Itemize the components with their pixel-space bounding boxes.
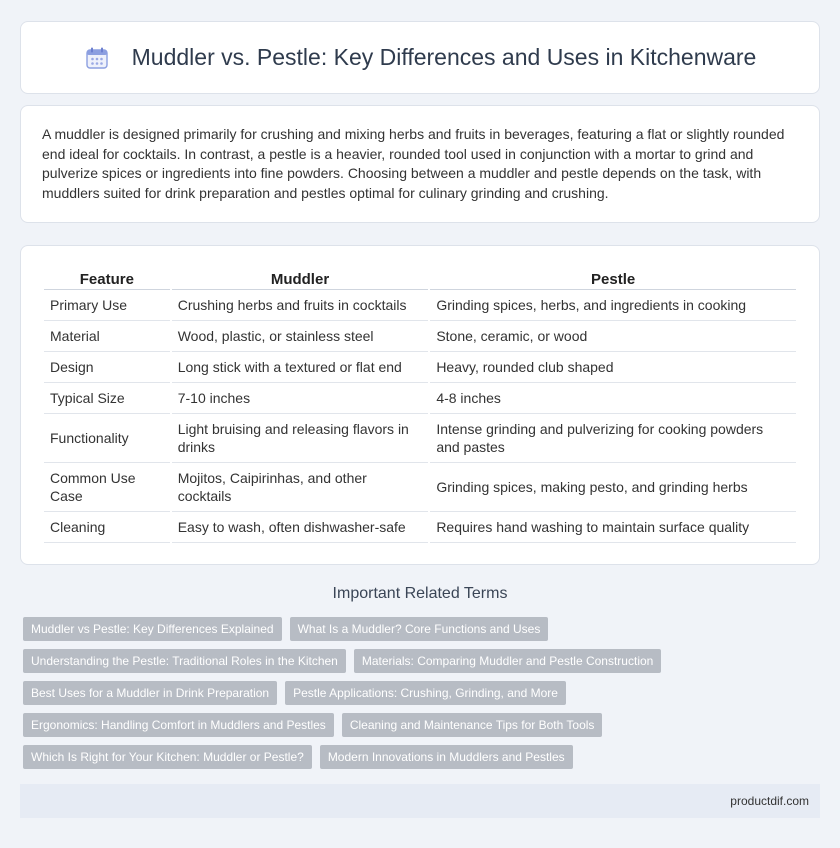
calendar-icon — [84, 45, 110, 71]
muddler-cell: Long stick with a textured or flat end — [172, 352, 429, 383]
table-row — [44, 414, 796, 463]
feature-cell: Design — [44, 352, 170, 383]
related-tag[interactable]: Understanding the Pestle: Traditional Roles in the Kitchen — [23, 649, 346, 673]
feature-cell: Functionality — [44, 414, 170, 463]
related-tag[interactable]: Muddler vs Pestle: Key Differences Explained — [23, 617, 282, 641]
table-header-row — [44, 266, 796, 290]
header-feature: Feature — [44, 266, 170, 290]
related-tag[interactable]: Modern Innovations in Muddlers and Pestles — [320, 745, 573, 769]
muddler-cell: Mojitos, Caipirinhas, and other cocktails — [172, 463, 429, 512]
footer — [20, 784, 820, 818]
related-tag[interactable]: Cleaning and Maintenance Tips for Both Tools — [342, 713, 603, 737]
comparison-table-card — [20, 245, 820, 565]
related-tag[interactable]: Which Is Right for Your Kitchen: Muddler or Pestle? — [23, 745, 312, 769]
muddler-cell: Crushing herbs and fruits in cocktails — [172, 290, 429, 321]
table-row — [44, 290, 796, 321]
related-tags — [23, 617, 813, 777]
pestle-cell: Grinding spices, making pesto, and grinding herbs — [430, 463, 796, 512]
header-card — [20, 21, 820, 94]
feature-cell: Common Use Case — [44, 463, 170, 512]
related-tag[interactable]: Ergonomics: Handling Comfort in Muddlers and Pestles — [23, 713, 334, 737]
feature-cell: Primary Use — [44, 290, 170, 321]
pestle-cell: 4-8 inches — [430, 383, 796, 414]
muddler-cell: Easy to wash, often dishwasher-safe — [172, 512, 429, 543]
table-row — [44, 352, 796, 383]
summary-text: A muddler is designed primarily for crushing and mixing herbs and fruits in beverages, featuring a flat or slightly rounded end ideal for cocktails. In contrast, a pestle is a heavier, rounded tool used in conjunction with a mortar to grind and pulverize spices or ingredients into fine powders. Choosing between a muddler and pestle depends on the task, with muddlers suited for drink preparation and pestles optimal for culinary grinding and crushing. — [42, 126, 785, 201]
feature-cell: Typical Size — [44, 383, 170, 414]
comparison-table — [42, 266, 798, 543]
summary-card — [20, 105, 820, 223]
related-tag[interactable]: Best Uses for a Muddler in Drink Preparation — [23, 681, 277, 705]
header-pestle: Pestle — [430, 266, 796, 290]
table-row — [44, 512, 796, 543]
muddler-cell: 7-10 inches — [172, 383, 429, 414]
table-row — [44, 321, 796, 352]
feature-cell: Cleaning — [44, 512, 170, 543]
table-row — [44, 463, 796, 512]
pestle-cell: Stone, ceramic, or wood — [430, 321, 796, 352]
muddler-cell: Wood, plastic, or stainless steel — [172, 321, 429, 352]
pestle-cell: Grinding spices, herbs, and ingredients in cooking — [430, 290, 796, 321]
feature-cell: Material — [44, 321, 170, 352]
related-tag[interactable]: Pestle Applications: Crushing, Grinding, and More — [285, 681, 566, 705]
pestle-cell: Requires hand washing to maintain surface quality — [430, 512, 796, 543]
table-row — [44, 383, 796, 414]
header-muddler: Muddler — [172, 266, 429, 290]
page-title: Muddler vs. Pestle: Key Differences and Uses in Kitchenware — [131, 44, 757, 70]
related-terms-title: Important Related Terms — [332, 585, 508, 602]
footer-site[interactable]: productdif.com — [730, 794, 809, 808]
pestle-cell: Heavy, rounded club shaped — [430, 352, 796, 383]
muddler-cell: Light bruising and releasing flavors in drinks — [172, 414, 429, 463]
related-tag[interactable]: What Is a Muddler? Core Functions and Uses — [290, 617, 549, 641]
related-tag[interactable]: Materials: Comparing Muddler and Pestle Construction — [354, 649, 661, 673]
pestle-cell: Intense grinding and pulverizing for cooking powders and pastes — [430, 414, 796, 463]
